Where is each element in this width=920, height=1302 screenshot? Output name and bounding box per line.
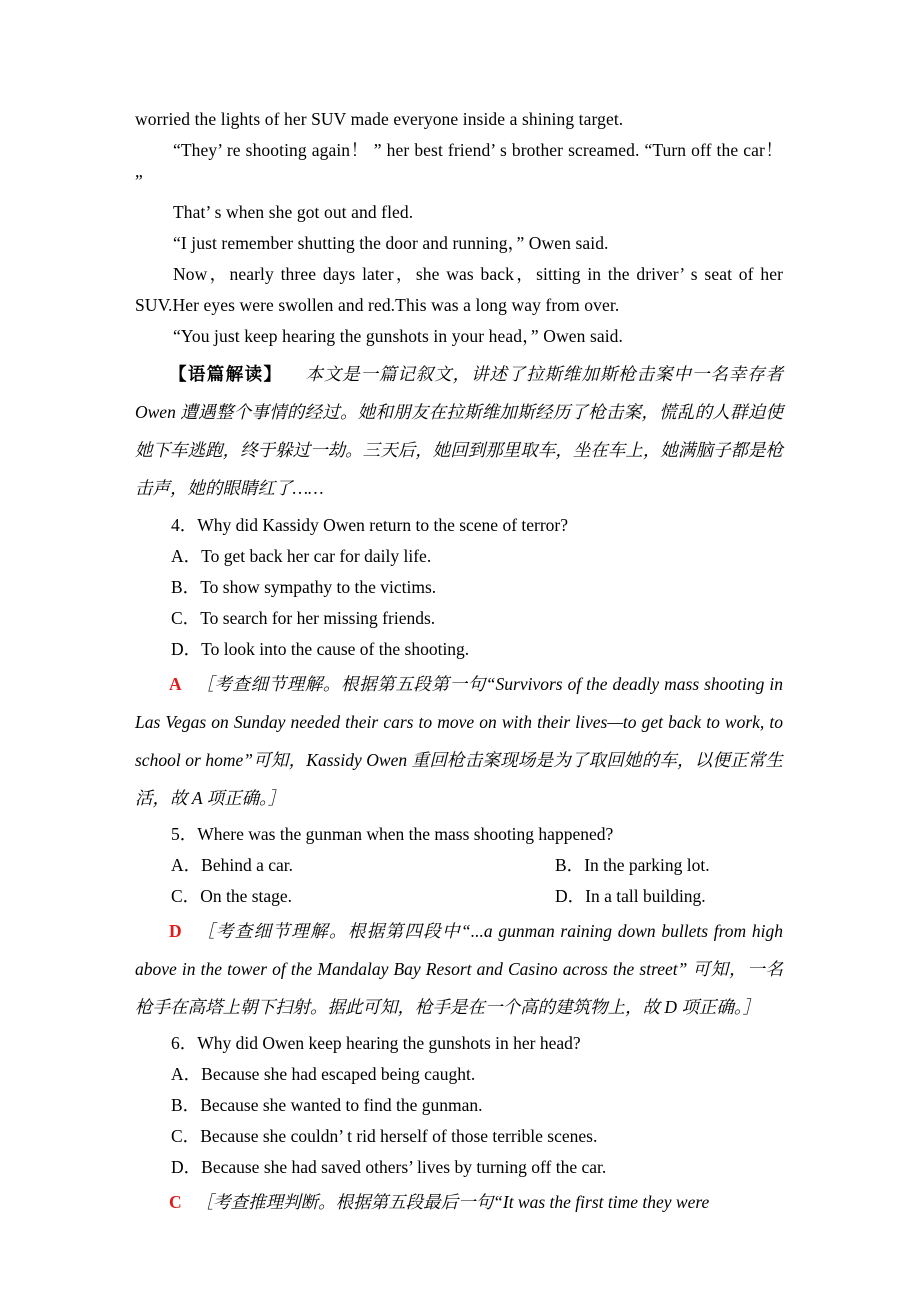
option-text: Because she had escaped being caught. [201,1064,476,1084]
option-a[interactable] [135,541,783,572]
option-text: On the stage. [200,886,293,906]
option-text: To look into the cause of the shooting. [201,639,470,659]
option-letter: D． [555,886,586,906]
answer-explanation-4 [135,665,783,817]
option-letter: B． [171,577,201,597]
option-text: Because she wanted to find the gunman. [200,1095,483,1115]
option-letter: C． [171,608,201,628]
question-number: 5． [171,824,198,844]
option-letter: A． [171,855,202,875]
option-c[interactable] [171,881,477,912]
option-text: Behind a car. [201,855,293,875]
question-stem [135,1028,783,1059]
question-block-4 [135,510,783,817]
analysis-text: 本文是一篇记叙文，讲述了拉斯维加斯枪击案中一名幸存者 Owen 遭遇整个事情的经过。她和朋友在拉斯维加斯经历了枪击案，慌乱的人群迫使她下车逃跑，终于躲过一劫。三天后，她回到那里取车，坐在车上，她满脑子都是枪击声，她的眼睛红了…… [135,364,783,498]
passage-line: “I just remember shutting the door and running，” Owen said. [173,233,609,253]
option-b[interactable] [135,572,783,603]
option-letter: A． [171,1064,202,1084]
question-text: Where was the gunman when the mass shooting happened? [197,824,614,844]
option-d[interactable] [477,881,783,912]
option-letter: A． [171,546,202,566]
passage-line: “You just keep hearing the gunshots in your head，” Owen said. [173,326,624,346]
question-block-5 [135,819,783,1026]
passage-line: worried the lights of her SUV made everyone inside a shining target. [135,109,624,129]
option-text: In a tall building. [585,886,706,906]
option-b[interactable] [477,850,783,881]
option-text: Because she couldn’ t rid herself of those terrible scenes. [200,1126,598,1146]
answer-text: ［考查推理判断。根据第五段最后一句“It was the first time they were [195,1192,710,1212]
option-row-cd [135,881,783,912]
document-page [135,104,783,1221]
option-letter: C． [171,886,201,906]
option-d[interactable] [135,634,783,665]
option-b[interactable] [135,1090,783,1121]
option-d[interactable] [135,1152,783,1183]
answer-letter: D [169,921,182,941]
answer-explanation-5 [135,912,783,1026]
question-number: 6． [171,1033,198,1053]
passage-line: Now，nearly three days later，she was back，sitting in the driver’ s seat of her SUV.Her eyes were swollen and red.This was a long way from over. [135,264,783,315]
question-text: Why did Kassidy Owen return to the scene of terror? [197,515,569,535]
answer-text: ［考查细节理解。根据第四段中“...a gunman raining down bullets from high above in the tower of the Mandalay Bay Resort and Casino across the street” 可知，一名枪手在高塔上朝下扫射。据此可知，枪手是在一个高的建筑物上，故 D 项正确。］ [135,921,783,1017]
option-letter: D． [171,639,202,659]
option-letter: B． [171,1095,201,1115]
answer-text: ［考查细节理解。根据第五段第一句“Survivors of the deadly mass shooting in Las Vegas on Sunday needed their cars to move on with their lives—to get back to work, to school or home”可知，Kassidy Owen 重回枪击案现场是为了取回她的车，以便正常生活，故 A 项正确。］ [135,674,783,808]
option-c[interactable] [135,603,783,634]
option-text: Because she had saved others’ lives by turning off the car. [201,1157,607,1177]
option-a[interactable] [135,1059,783,1090]
question-stem [135,510,783,541]
option-text: In the parking lot. [584,855,710,875]
question-text: Why did Owen keep hearing the gunshots in her head? [197,1033,581,1053]
option-letter: C． [171,1126,201,1146]
question-number: 4． [171,515,198,535]
option-c[interactable] [135,1121,783,1152]
answer-letter: C [169,1192,182,1212]
option-letter: D． [171,1157,202,1177]
answer-explanation-6 [135,1183,783,1221]
option-text: To get back her car for daily life. [201,546,432,566]
analysis-label: 【语篇解读】 [169,364,283,384]
answer-letter: A [169,674,182,694]
option-a[interactable] [171,850,477,881]
passage-line: “They’ re shooting again！ ” her best friend’ s brother screamed. “Turn off the car！ ” [135,140,783,191]
option-text: To search for her missing friends. [200,608,436,628]
option-row-ab [135,850,783,881]
option-text: To show sympathy to the victims. [200,577,437,597]
question-block-6 [135,1028,783,1221]
option-letter: B． [555,855,585,875]
passage-block [135,104,783,352]
passage-line: That’ s when she got out and fled. [173,202,414,222]
analysis-block [135,355,783,507]
question-stem [135,819,783,850]
